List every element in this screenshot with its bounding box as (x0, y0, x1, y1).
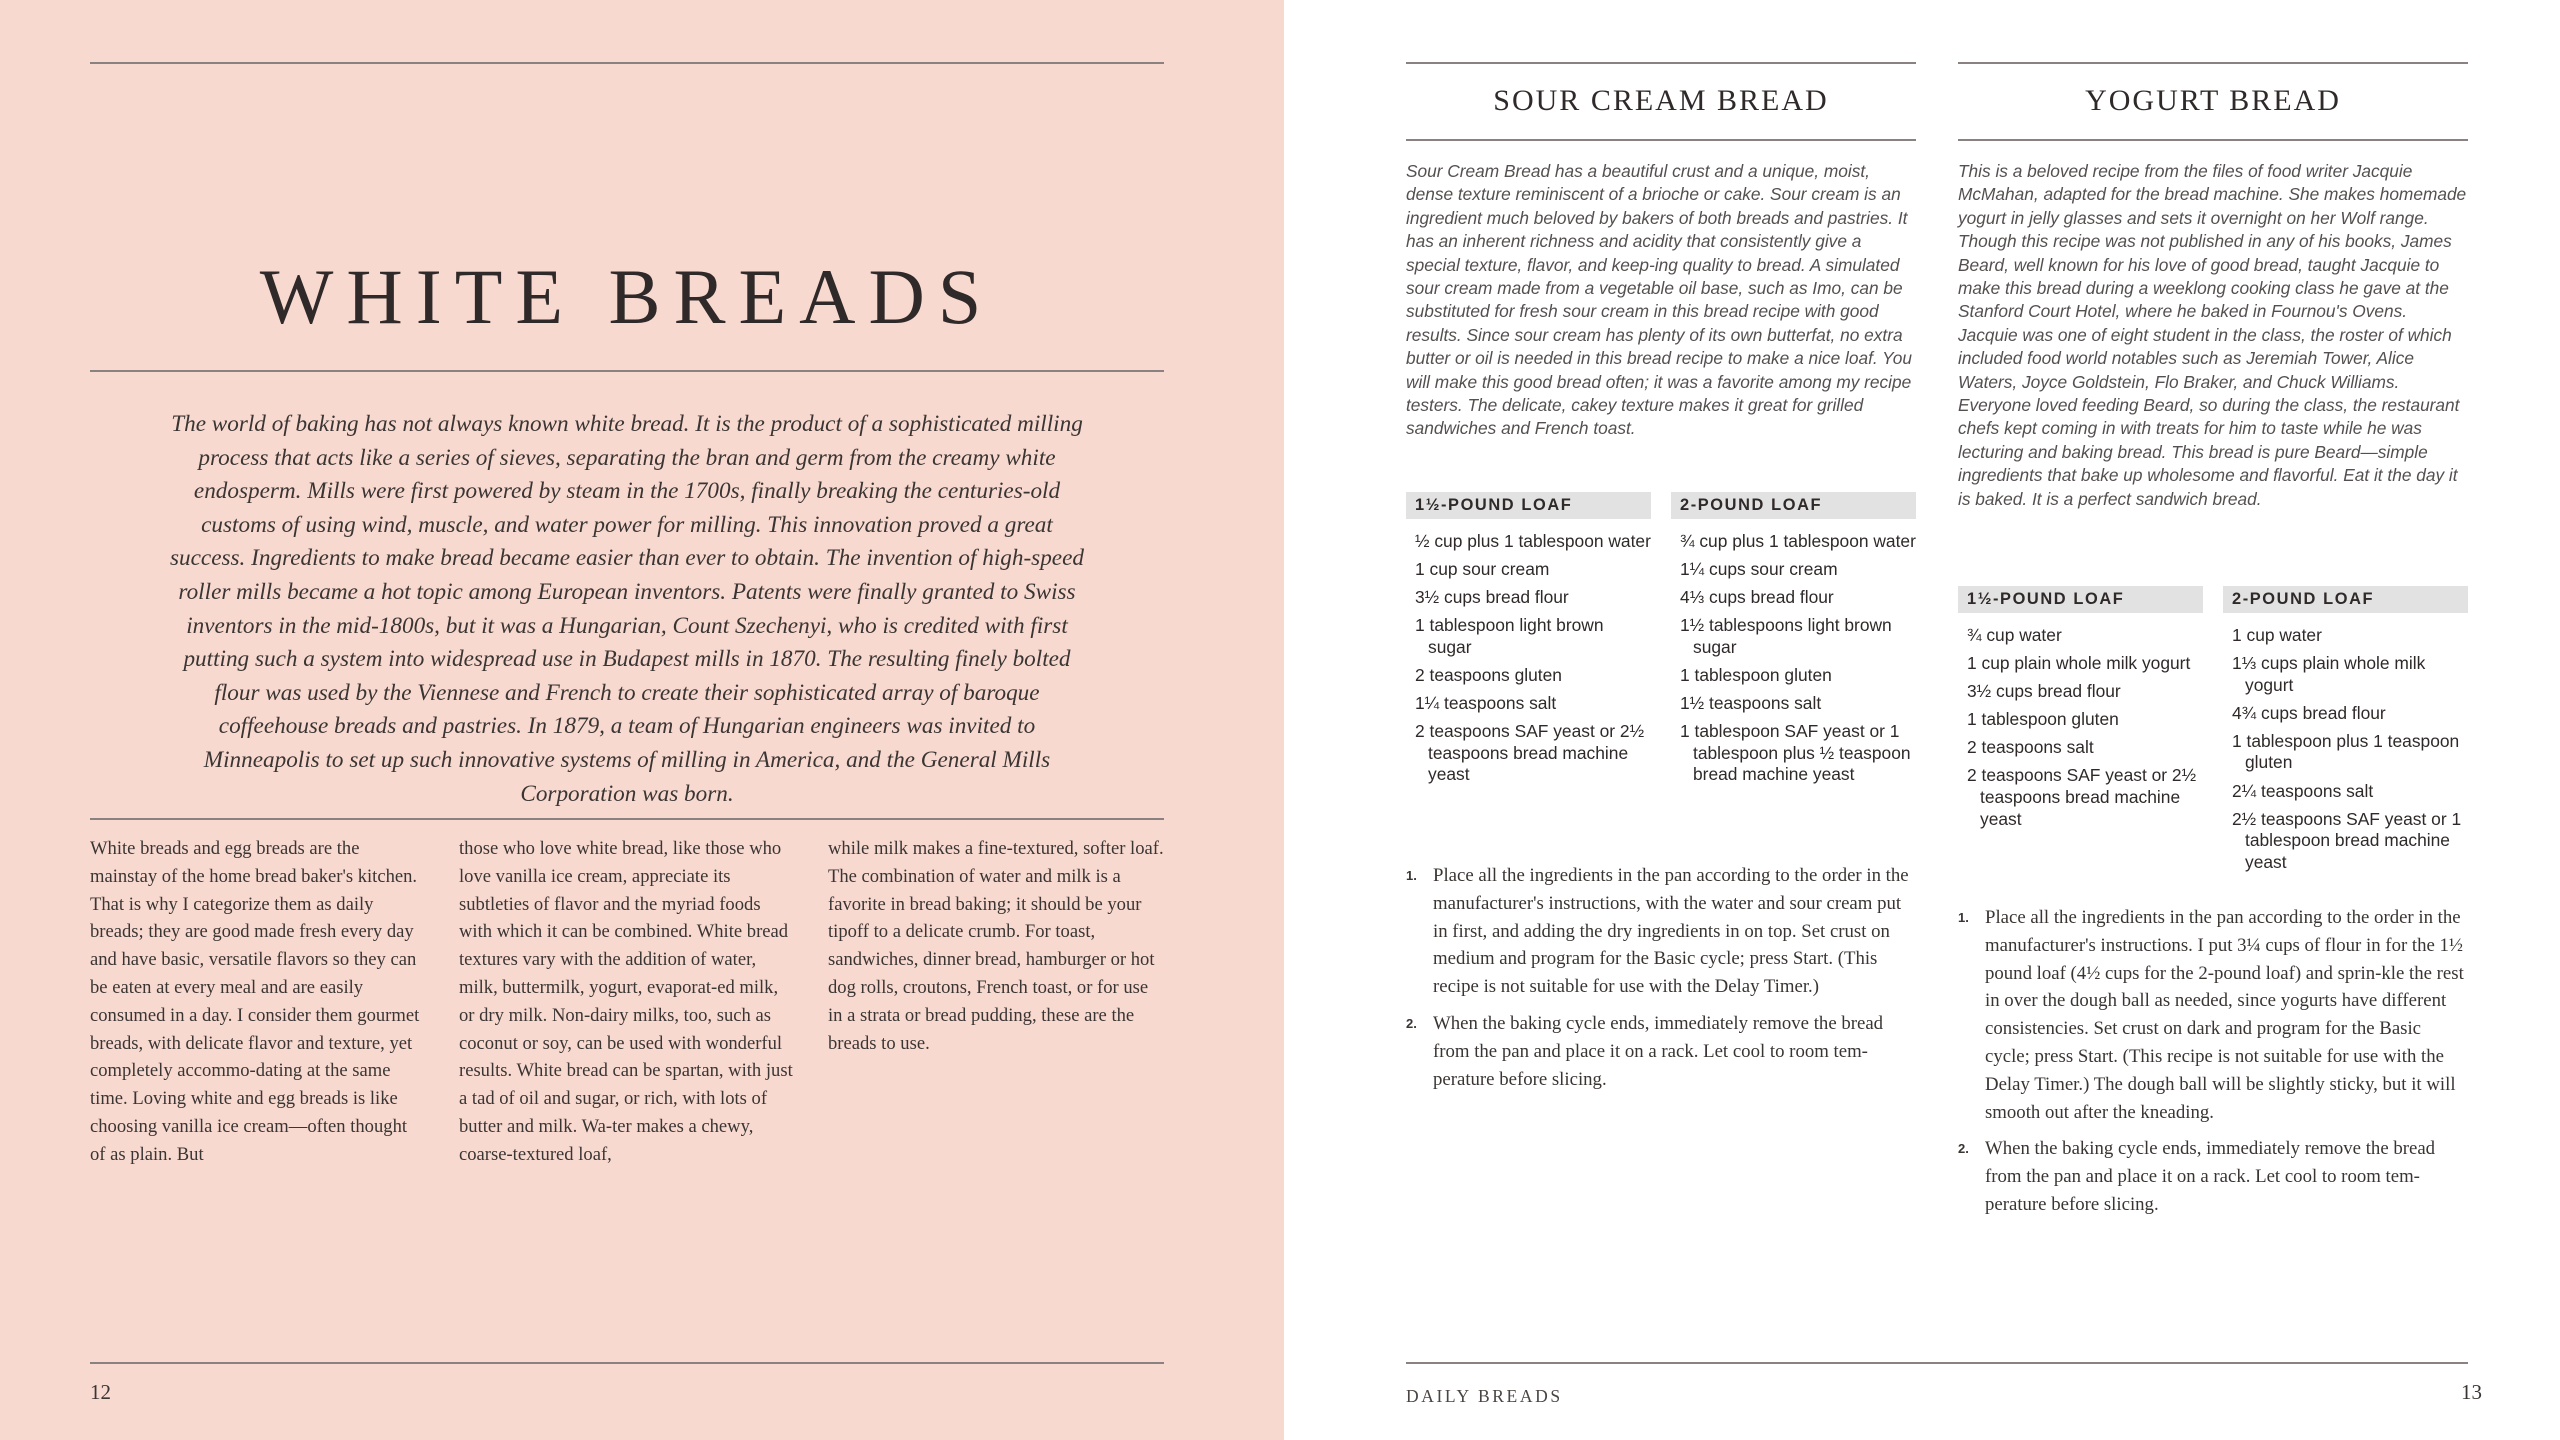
recipe-title: SOUR CREAM BREAD (1493, 84, 1829, 117)
ingredient-list (1406, 531, 1651, 786)
loaf-size-heading: 1½-POUND LOAF (1958, 586, 2203, 613)
ingredient-item: 1 cup plain whole milk yogurt (1967, 653, 2191, 674)
ingredient-item: 1 cup water (2232, 625, 2322, 645)
step-number: 2. (1406, 1015, 1417, 1031)
method-step (1958, 1135, 2468, 1218)
step-text: When the baking cycle ends, immediately remove the bread from the pan and place it on a rack. Let cool to room tem-perature before slicing. (1433, 1012, 1884, 1090)
step-text: Place all the ingredients in the pan according to the order in the manufacturer's instructions, with the water and sour cream put in first, and adding the dry ingredients in on top. Set crust on medium and program for the Basic cycle; press Start. (This recipe is not suitable for use with the Delay Timer.) (1433, 865, 1909, 998)
ingredient-item: 2 teaspoons SAF yeast or 2½ teaspoons bread machine yeast (1967, 765, 2197, 829)
ingredient-item: 1½ tablespoons light brown sugar (1680, 615, 1892, 657)
recipe-title-rule-top (1406, 62, 1916, 64)
method-steps (1958, 904, 2468, 1228)
loaf-ingredient-grid (1406, 492, 1916, 792)
recipe-title: YOGURT BREAD (2085, 84, 2341, 117)
loaf-column (1958, 586, 2203, 880)
ingredient-item: 2 teaspoons salt (1967, 737, 2094, 758)
ingredient-item: 1 tablespoon light brown sugar (1415, 615, 1604, 657)
ingredient-item: 4¾ cups bread flour (2232, 702, 2386, 723)
step-text: When the baking cycle ends, immediately remove the bread from the pan and place it on a rack. Let cool to room tem-perature before slicing. (1985, 1138, 2436, 1215)
body-rule (90, 818, 1164, 820)
ingredient-item: 2 teaspoons gluten (1415, 664, 1562, 685)
method-steps (1406, 862, 1916, 1102)
recipe-sour-cream-bread (1406, 0, 1916, 1200)
recipe-description: This is a beloved recipe from the files of food writer Jacquie McMahan, adapted for the bread machine. She makes homemade yogurt in jelly glasses and sets it overnight on her Wolf range. Though this recipe was not published in any of his books, James Beard, well known for his love of good bread, taught Jacquie to make this bread during a weeklong cooking class he gave at the Stanford Court Hotel, where he baked in Fournou's Ovens. Jacquie was one of eight student in the class, the roster of which included food world notables such as Jeremiah Tower, Alice Waters, Joyce Goldstein, Flo Braker, and Chuck Williams. Everyone loved feeding Beard, so during the class, the restaurant chefs kept coming in with treats for him to taste while he was lecturing and baking bread. This bread is pure Beard—simple ingredients that bake up wholesome and flavorful. Eat it the day it is baked. It is a perfect sandwich bread. (1958, 161, 2467, 509)
step-number: 1. (1958, 910, 1969, 925)
body-column-3: while milk makes a fine-textured, softer loaf. The combination of water and milk is a favorite in bread baking; it should be your tipoff to a delicate crumb. For toast, sandwiches, dinner bread, hamburger or hot dog rolls, croutons, French toast, or for use in a strata or bread pudding, these are the breads to use. (828, 838, 1164, 1054)
ingredient-item: 1 tablespoon plus 1 teaspoon gluten (2232, 730, 2460, 773)
step-number: 2. (1958, 1141, 1969, 1157)
loaf-column (1671, 492, 1916, 792)
step-number: 1. (1406, 868, 1417, 883)
body-column-1: White breads and egg breads are the mainstay of the home bread baker's kitchen. That is why I categorize them as daily breads; they are good made fresh every day and have basic, versatile flavors so they can be eaten at every meal and are easily consumed in a day. I consider them gourmet breads, with delicate flavor and texture, yet completely accommo-dating at the same time. Loving white and egg breads is like choosing vanilla ice cream—often thought of as plain. But (90, 838, 420, 1165)
ingredient-item: ¾ cup plus 1 tablespoon water (1680, 531, 1916, 551)
title-rule (90, 370, 1164, 372)
ingredient-item: 2½ teaspoons SAF yeast or 1 tablespoon bread machine yeast (2232, 808, 2462, 872)
top-rule (90, 62, 1164, 64)
ingredient-list (1958, 625, 2203, 830)
footer-rule-right (1406, 1362, 2468, 1364)
running-head: DAILY BREADS (1406, 1386, 1563, 1406)
ingredient-item: 3½ cups bread flour (1415, 587, 1569, 608)
recipe-description: Sour Cream Bread has a beautiful crust and a unique, moist, dense texture reminiscent of a brioche or cake. Sour cream is an ingredient much beloved by bakers of both breads and pastries. It has an inherent richness and acidity that consistently give a special texture, flavor, and keep-ing quality to bread. A simulated sour cream made from a vegetable oil base, such as Imo, can be substituted for fresh sour cream in this bread recipe with good results. Since sour cream has plenty of its own butterfat, no extra butter or oil is needed in this bread recipe to make a nice loaf. You will make this good bread often; it was a favorite among my recipe testers. The delicate, cakey texture makes it great for grilled sandwiches and French toast. (1406, 161, 1912, 439)
recipe-yogurt-bread (1958, 0, 2468, 1240)
loaf-column (1406, 492, 1651, 792)
ingredient-item: 1¼ cups sour cream (1680, 559, 1838, 580)
intro-paragraph: The world of baking has not always known white bread. It is the product of a sophisticated milling process that acts like a series of sieves, separating the bran and germ from the creamy white endosperm. Mills were first powered by steam in the 1700s, finally breaking the centuries-old customs of using wind, muscle, and water power for milling. This innovation proved a great success. Ingredients to make bread became easier than ever to obtain. The invention of high-speed roller mills became a hot topic among European inventors. Patents were finally granted to Swiss inventors in the mid-1800s, but it was a Hungarian, Count Szechenyi, who is credited with first putting such a system into widespread use in Budapest mills in 1870. The resulting finely bolted flour was used by the Viennese and French to create their sophisticated array of baroque coffeehouse breads and pastries. In 1879, a team of Hungarian engineers was invited to Minneapolis to set up such innovative systems of milling in America, and the General Mills Corporation was born. (170, 411, 1084, 807)
method-step (1958, 904, 2468, 1126)
loaf-size-heading: 2-POUND LOAF (1671, 492, 1916, 519)
ingredient-item: 1 tablespoon SAF yeast or 1 tablespoon plus ½ teaspoon bread machine yeast (1680, 721, 1911, 785)
recipe-title-rule-bottom (1958, 139, 2468, 141)
ingredient-item: 1 tablespoon gluten (1967, 709, 2119, 730)
ingredient-list (2223, 625, 2468, 873)
ingredient-item: 1½ teaspoons salt (1680, 693, 1822, 714)
ingredient-item: 1¼ teaspoons salt (1415, 693, 1557, 714)
right-page (1284, 0, 2560, 1440)
loaf-size-heading: 2-POUND LOAF (2223, 586, 2468, 613)
body-column-2: those who love white bread, like those who love vanilla ice cream, appreciate its subtleties of flavor and the myriad foods with which it can be combined. White bread textures vary with the addition of water, milk, buttermilk, yogurt, evaporat-ed milk, or dry milk. Non-dairy milks, too, such as coconut or soy, can be used with wonderful results. White bread can be spartan, with just a tad of oil and sugar, or rich, with lots of butter and milk. Wa-ter makes a chewy, coarse-textured loaf, (459, 838, 793, 1165)
ingredient-list (1671, 531, 1916, 786)
ingredient-item: ½ cup plus 1 tablespoon water (1415, 531, 1651, 551)
ingredient-item: 4⅓ cups bread flour (1680, 587, 1834, 608)
ingredient-item: 2 teaspoons SAF yeast or 2½ teaspoons bread machine yeast (1415, 721, 1645, 785)
method-step (1406, 1010, 1916, 1093)
page-number-left: 12 (90, 1380, 111, 1404)
page-number-right: 13 (2461, 1380, 2482, 1404)
chapter-title: WHITE BREADS (259, 253, 995, 340)
body-columns (90, 835, 1164, 1169)
loaf-column (2223, 586, 2468, 880)
ingredient-item: 3½ cups bread flour (1967, 681, 2121, 702)
ingredient-item: 1 cup sour cream (1415, 559, 1550, 580)
ingredient-item: 1⅓ cups plain whole milk yogurt (2232, 653, 2426, 695)
step-text: Place all the ingredients in the pan according to the order in the manufacturer's instructions. I put 3¼ cups of flour in for the 1½ pound loaf (4½ cups for the 2-pound loaf) and sprin-kle the rest in over the dough ball as needed, since yogurts have different consistencies. Set crust on dark and program for the Basic cycle; press Start. (This recipe is not suitable for use with the Delay Timer.) The dough ball will be slightly sticky, but it will smooth out after the kneading. (1985, 907, 2464, 1123)
recipe-title-rule-top (1958, 62, 2468, 64)
ingredient-item: ¾ cup water (1967, 625, 2062, 645)
recipe-title-rule-bottom (1406, 139, 1916, 141)
ingredient-item: 2¼ teaspoons salt (2232, 780, 2374, 801)
ingredient-item: 1 tablespoon gluten (1680, 664, 1832, 685)
footer-rule-left (90, 1362, 1164, 1364)
method-step (1406, 862, 1916, 1001)
loaf-size-heading: 1½-POUND LOAF (1406, 492, 1651, 519)
loaf-ingredient-grid (1958, 586, 2468, 880)
